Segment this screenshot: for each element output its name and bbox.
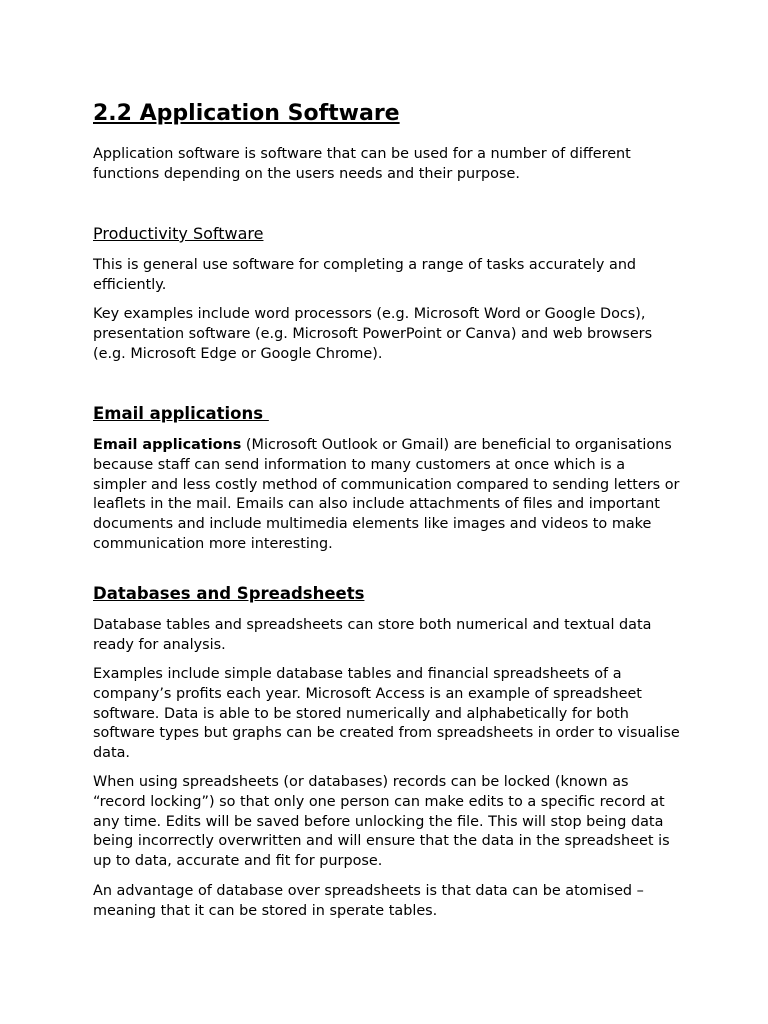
productivity-heading: Productivity Software: [93, 224, 264, 243]
email-paragraph: [93, 436, 683, 555]
databases-paragraph-1: Database tables and spreadsheets can store both numerical and textual data ready for analysis.: [93, 617, 652, 653]
productivity-paragraph-1: This is general use software for completing a range of tasks accurately and efficiently.: [93, 257, 637, 293]
databases-paragraph-4: An advantage of database over spreadsheets is that data can be atomised – meaning that it can be stored in sperate tables.: [93, 883, 644, 919]
email-heading: Email applications: [93, 404, 269, 423]
productivity-paragraph-2: Key examples include word processors (e.g. Microsoft Word or Google Docs), presentation software (e.g. Microsoft PowerPoint or Canva) and web browsers (e.g. Microsoft Edge or Google Chrome).: [93, 306, 653, 362]
page-title: 2.2 Application Software: [93, 101, 400, 126]
databases-paragraph-3: When using spreadsheets (or databases) records can be locked (known as “record locking”) so that only one person can make edits to a specific record at any time. Edits will be saved before unlocking the file. This will stop being data being incorrectly overwritten and will ensure that the data in the spreadsheet is up to data, accurate and fit for purpose.: [93, 774, 670, 870]
email-paragraph-bold-lead: Email applications: [93, 437, 242, 453]
email-paragraph-text: (Microsoft Outlook or Gmail) are beneficial to organisations because staff can send information to many customers at once which is a simpler and less costly method of communication compared to sending letters or leaflets in the mail. Emails can also include attachments of files and important documents and include multimedia elements like images and videos to make communication more interesting.: [93, 437, 680, 552]
databases-heading: Databases and Spreadsheets: [93, 584, 365, 603]
intro-paragraph: Application software is software that can be used for a number of different functions depending on the users needs and their purpose.: [93, 146, 631, 182]
databases-paragraph-2: Examples include simple database tables and financial spreadsheets of a company’s profits each year. Microsoft Access is an example of spreadsheet software. Data is able to be stored numerically and alphabetically for both software types but graphs can be created from spreadsheets in order to visualise data.: [93, 666, 680, 762]
